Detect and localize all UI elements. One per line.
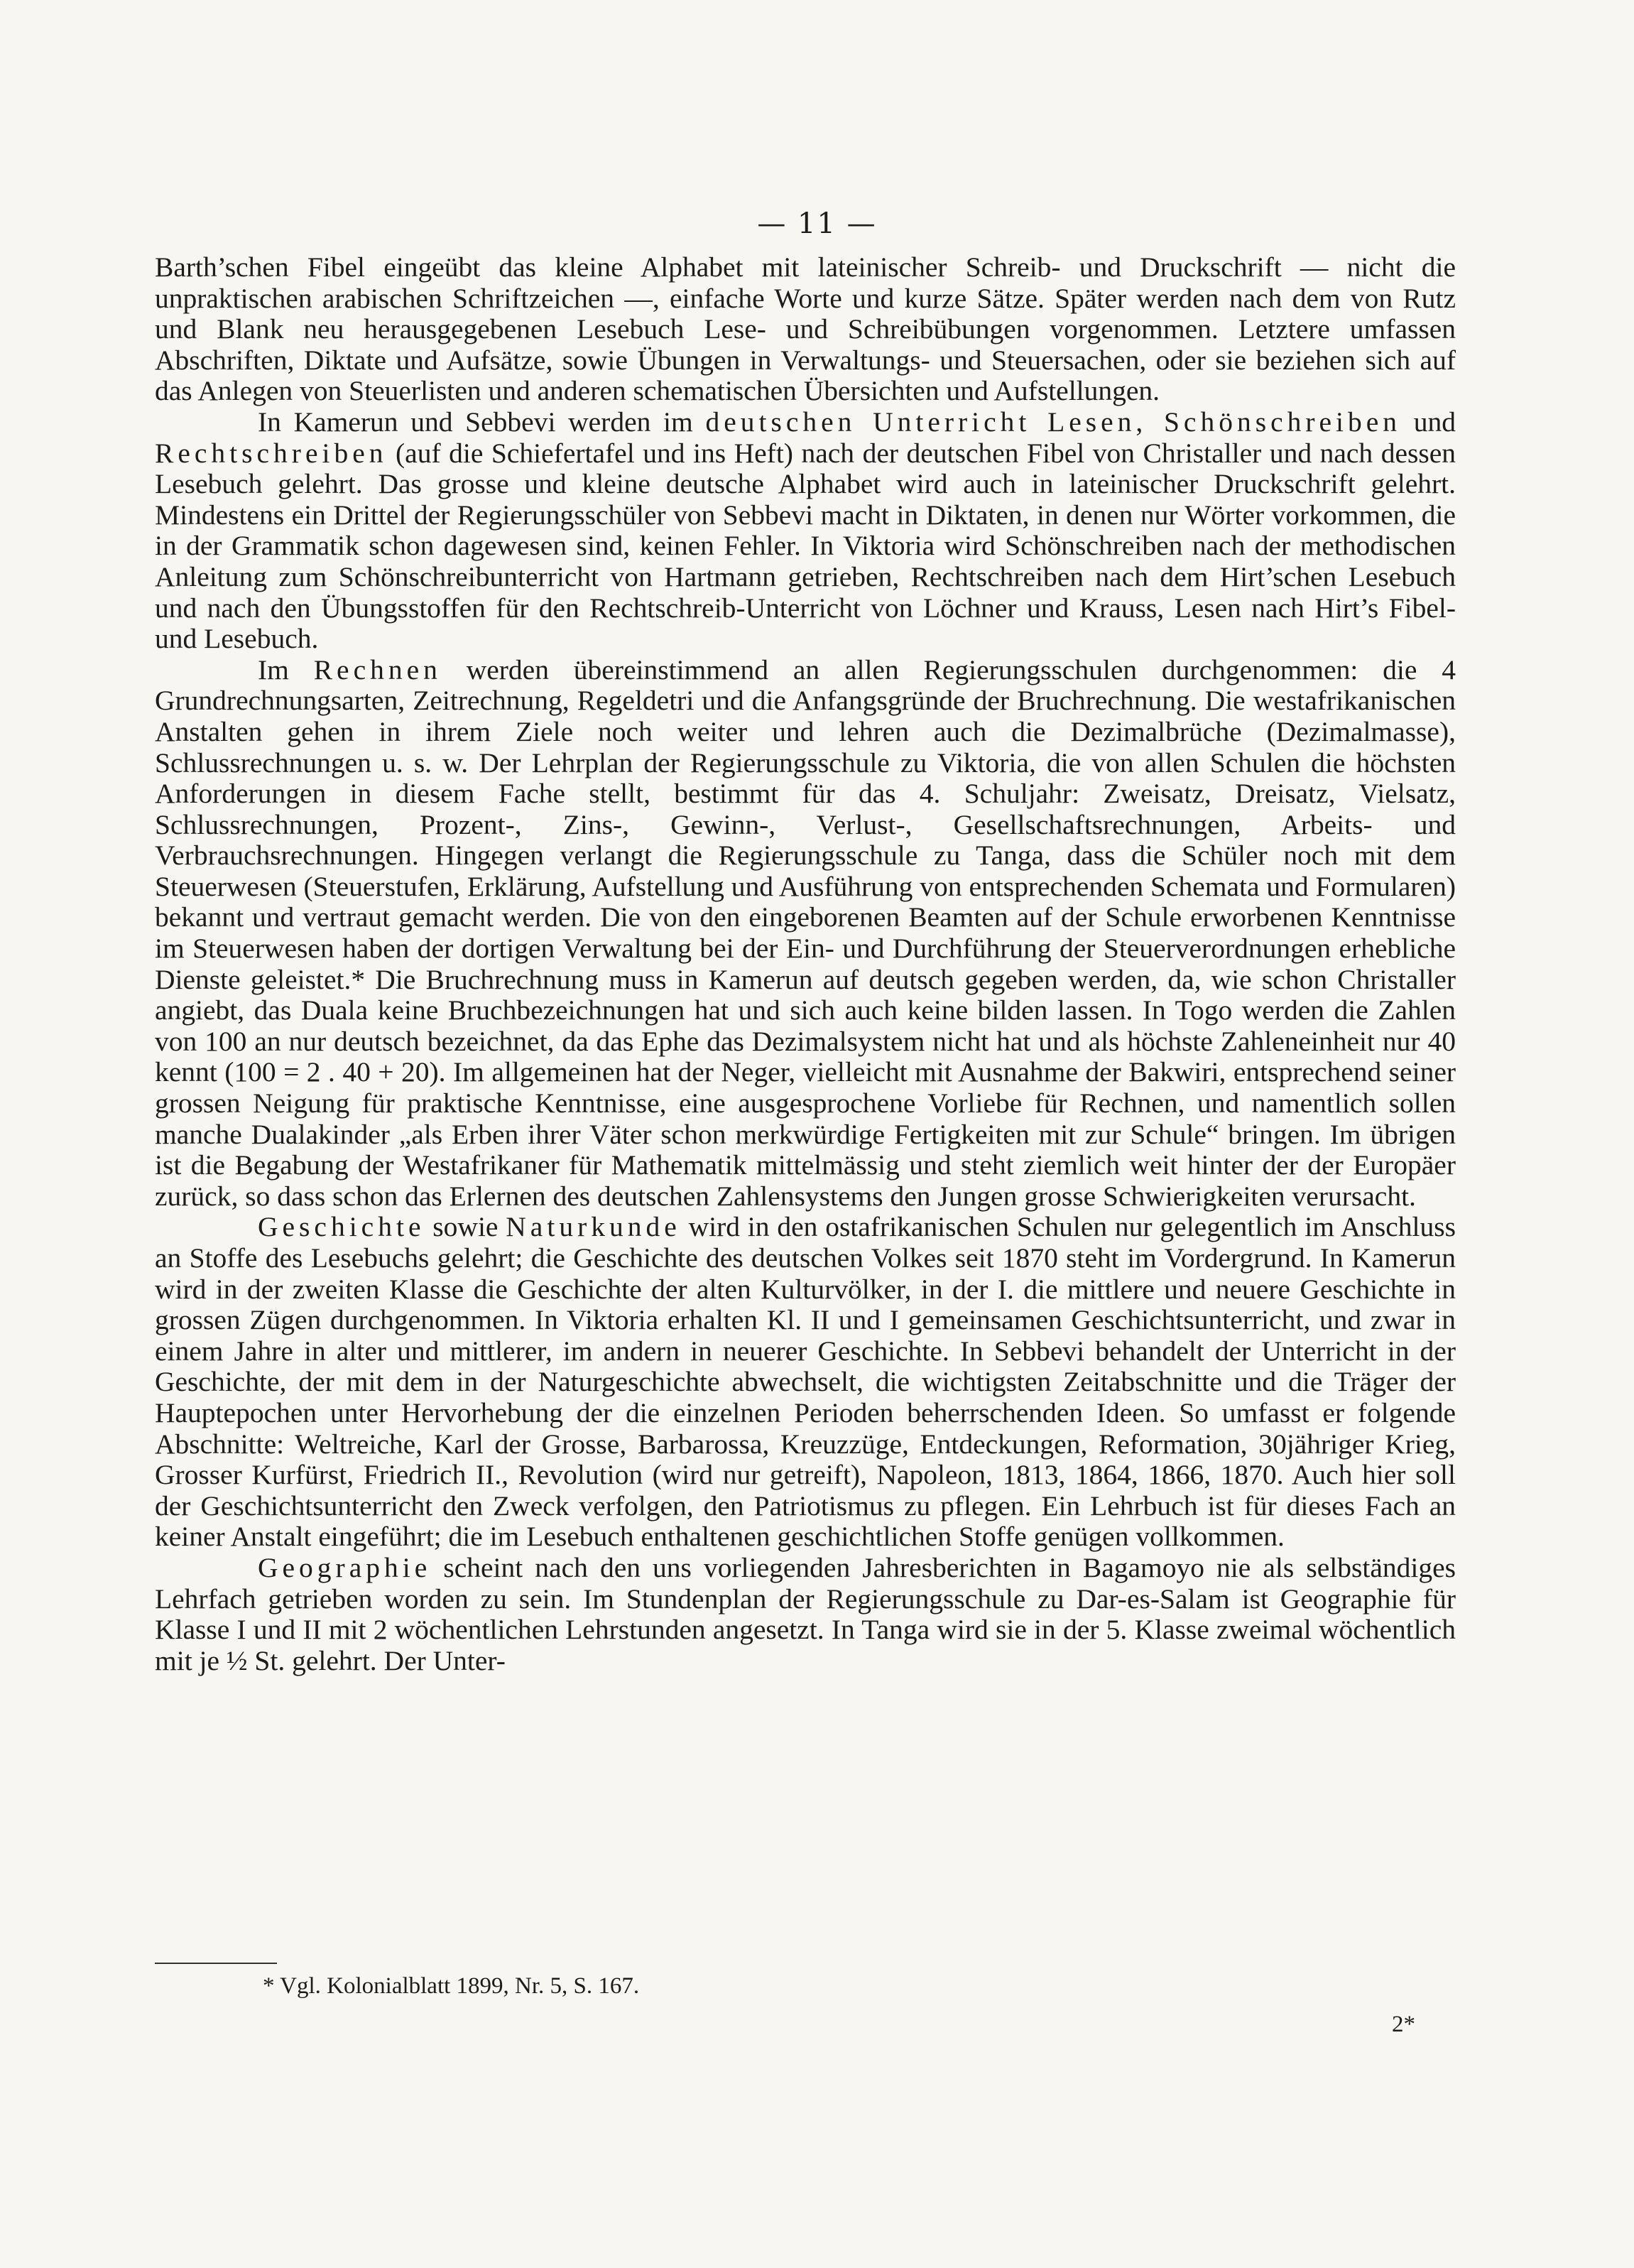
emphasized-term: Naturkunde [506, 1211, 681, 1243]
paragraph-3 [155, 655, 1456, 1212]
paragraph-4 [155, 1212, 1456, 1553]
text-segment: und [1401, 406, 1456, 438]
page-number: — 11 — [757, 207, 877, 240]
footnote-divider [155, 1963, 277, 1964]
text-segment: (auf die Schiefertafel und ins Heft) nach der deutschen Fibel von Christaller und nach dessen Lesebuch gelehrt. Das grosse und kleine deutsche Alphabet wird auch in lateinischer Druckschrift gelehrt. Mindestens ein Drittel der Regierungsschüler von Sebbevi macht in Diktaten, in denen nur Wörter vorkommen, die in der Grammatik schon dagewesen sind, keinen Fehler. In Viktoria wird Schönschreiben nach der methodischen Anleitung zum Schönschreibunterricht von Hartmann getrieben, Rechtschreiben nach dem Hirt’schen Lesebuch und nach den Übungsstoffen für den Rechtschreib-Unterricht von Löchner und Krauss, Lesen nach Hirt’s Fibel- und Lesebuch. [155, 437, 1456, 655]
paragraph-1 [155, 252, 1456, 407]
body-text [155, 252, 1456, 1676]
emphasized-term: Geschichte [258, 1211, 425, 1243]
emphasized-term: Geographie [258, 1551, 432, 1583]
text-segment: werden übereinstimmend an allen Regierungsschulen durchgenommen: die 4 Grundrechnungsarten, Zeitrechnung, Regeldetri und die Anfangsgründe der Bruchrechnung. Die westafrikanischen Anstalten gehen in ihrem Ziele noch weiter und lehren auch die Dezimalbrüche (Dezimalmasse), Schlussrechnungen u. s. w. Der Lehrplan der Regierungsschule zu Viktoria, die von allen Schulen die höchsten Anforderungen in diesem Fache stellt, bestimmt für das 4. Schuljahr: Zweisatz, Dreisatz, Vielsatz, Schlussrechnungen, Prozent-, Zins-, Gewinn-, Verlust-, Gesellschaftsrechnungen, Arbeits- und Verbrauchsrechnungen. Hingegen verlangt die Regierungsschule zu Tanga, dass die Schüler noch mit dem Steuerwesen (Steuerstufen, Erklärung, Aufstellung und Ausführung von entsprechenden Schemata und Formularen) bekannt und vertraut gemacht werden. Die von den eingeborenen Beamten auf der Schule erworbenen Kenntnisse im Steuerwesen haben der dortigen Verwaltung bei der Ein- und Durchführung der Steuerverordnungen erhebliche Dienste geleistet.* Die Bruchrechnung muss in Kamerun auf deutsch gegeben werden, da, wie schon Christaller angiebt, das Duala keine Bruchbezeichnungen hat und sich auch keine bilden lassen. In Togo werden die Zahlen von 100 an nur deutsch bezeichnet, da das Ephe das Dezimalsystem nicht hat und als höchste Zahleneinheit nur 40 kennt (100 = 2 . 40 + 20). Im allgemeinen hat der Neger, vielleicht mit Ausnahme der Bakwiri, entsprechend seiner grossen Neigung für praktische Kenntnisse, eine ausgesprochene Vorliebe für Rechnen, und namentlich sollen manche Dualakinder „als Erben ihrer Väter schon merkwürdige Fertigkeiten mit zur Schule“ bringen. Im übrigen ist die Begabung der Westafrikaner für Mathematik mittelmässig und steht ziemlich weit hinter der der Europäer zurück, so dass schon das Erlernen des deutschen Zahlensystems den Jungen grosse Schwierigkeiten verursacht. [155, 653, 1456, 1212]
text-segment: scheint nach den uns vorliegenden Jahresberichten in Bagamoyo nie als selbständiges Lehrfach getrieben worden zu sein. Im Stundenplan der Regierungsschule zu Dar-es-Salam ist Geographie für Klasse I und II mit 2 wöchentlichen Lehrstunden angesetzt. In Tanga wird sie in der 5. Klasse zweimal wöchentlich mit je ½ St. gelehrt. Der Unter- [155, 1551, 1456, 1676]
text-segment: wird in den ostafrikanischen Schulen nur gelegentlich im Anschluss an Stoffe des Lesebuchs gelehrt; die Geschichte des deutschen Volkes seit 1870 steht im Vordergrund. In Kamerun wird in der zweiten Klasse die Geschichte der alten Kulturvölker, in der I. die mittlere und neuere Geschichte in grossen Zügen durchgenommen. In Viktoria erhalten Kl. II und I gemeinsamen Geschichtsunterricht, und zwar in einem Jahre in alter und mittlerer, im andern in neuerer Geschichte. In Sebbevi behandelt der Unterricht in der Geschichte, der mit dem in der Naturgeschichte abwechselt, die wichtigsten Zeitabschnitte und die Träger der Hauptepochen unter Hervorhebung der die einzelnen Perioden beherrschenden Ideen. So umfasst er folgende Abschnitte: Weltreiche, Karl der Grosse, Barbarossa, Kreuzzüge, Entdeckungen, Reformation, 30jähriger Krieg, Grosser Kurfürst, Friedrich II., Revolution (wird nur getreift), Napoleon, 1813, 1864, 1866, 1870. Auch hier soll der Geschichtsunterricht den Zweck verfolgen, den Patriotismus zu pflegen. Ein Lehrbuch ist für dieses Fach an keiner Anstalt eingeführt; die im Lesebuch enthaltenen geschichtlichen Stoffe genügen vollkommen. [155, 1211, 1456, 1553]
emphasized-term: Rechtschreiben [155, 437, 388, 469]
text-segment: Barth’schen Fibel eingeübt das kleine Alphabet mit lateinischer Schreib- und Druckschrift — nicht die unpraktischen arabischen Schriftzeichen —, einfache Worte und kurze Sätze. Später werden nach dem von Rutz und Blank neu herausgegebenen Lesebuch Lese- und Schreibübungen vorgenommen. Letztere umfassen Abschriften, Diktate und Aufsätze, sowie Übungen in Verwaltungs- und Steuersachen, oder sie beziehen sich auf das Anlegen von Steuerlisten und anderen schematischen Übersichten und Aufstellungen. [155, 251, 1456, 407]
printer-signature-mark: 2* [1392, 2012, 1415, 2037]
emphasized-term: Rechnen [313, 653, 442, 685]
footnote: * Vgl. Kolonialblatt 1899, Nr. 5, S. 167. [263, 1973, 640, 1999]
emphasized-term: deutschen Unterricht Lesen, Schönschreiben [705, 406, 1402, 438]
paragraph-2 [155, 407, 1456, 655]
paragraph-5 [155, 1553, 1456, 1676]
text-segment: sowie [425, 1211, 506, 1243]
text-segment: In Kamerun und Sebbevi werden im [258, 406, 706, 438]
text-segment: Im [258, 653, 314, 685]
